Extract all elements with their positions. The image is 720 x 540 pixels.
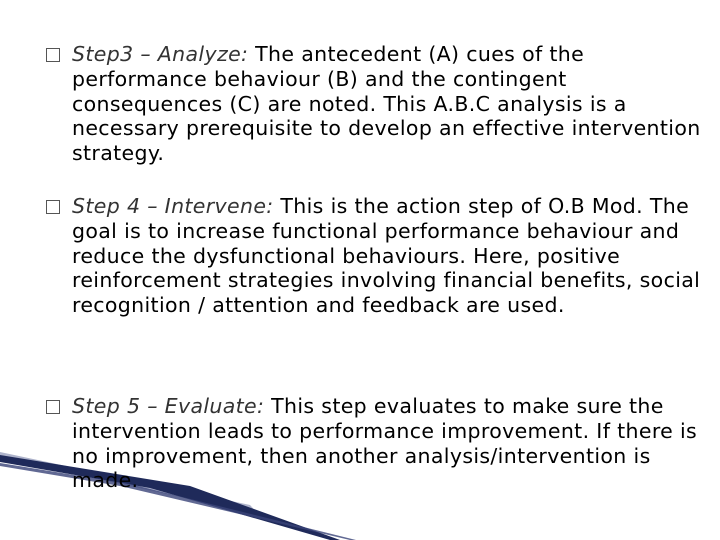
bullet-box-icon [46, 48, 60, 62]
step-label: Step3 – Analyze: [72, 42, 249, 66]
bullet-step4-intervene [46, 194, 710, 318]
bullet-step3-analyze [46, 42, 710, 166]
bullet-box-icon [46, 400, 60, 414]
step-text: The antecedent (A) cues of the performance behaviour (B) and the contingent consequences (C) are noted. This A.B.C analysis is a necessary prerequisite to develop an effective intervention strategy. [72, 42, 701, 166]
step-text: This is the action step of O.B Mod. The goal is to increase functional performance behaviour and reduce the dysfunctional behaviours. Here, positive reinforcement strategies involving financial benefits, social recognition / attention and feedback are used. [72, 194, 701, 318]
step-text: This step evaluates to make sure the intervention leads to performance improvement. If there is no improvement, then another analysis/intervention is made. [72, 394, 698, 493]
step-label: Step 4 – Intervene: [72, 194, 274, 218]
step-label: Step 5 – Evaluate: [72, 394, 265, 418]
bullet-step5-evaluate [46, 394, 710, 493]
bullet-box-icon [46, 200, 60, 214]
